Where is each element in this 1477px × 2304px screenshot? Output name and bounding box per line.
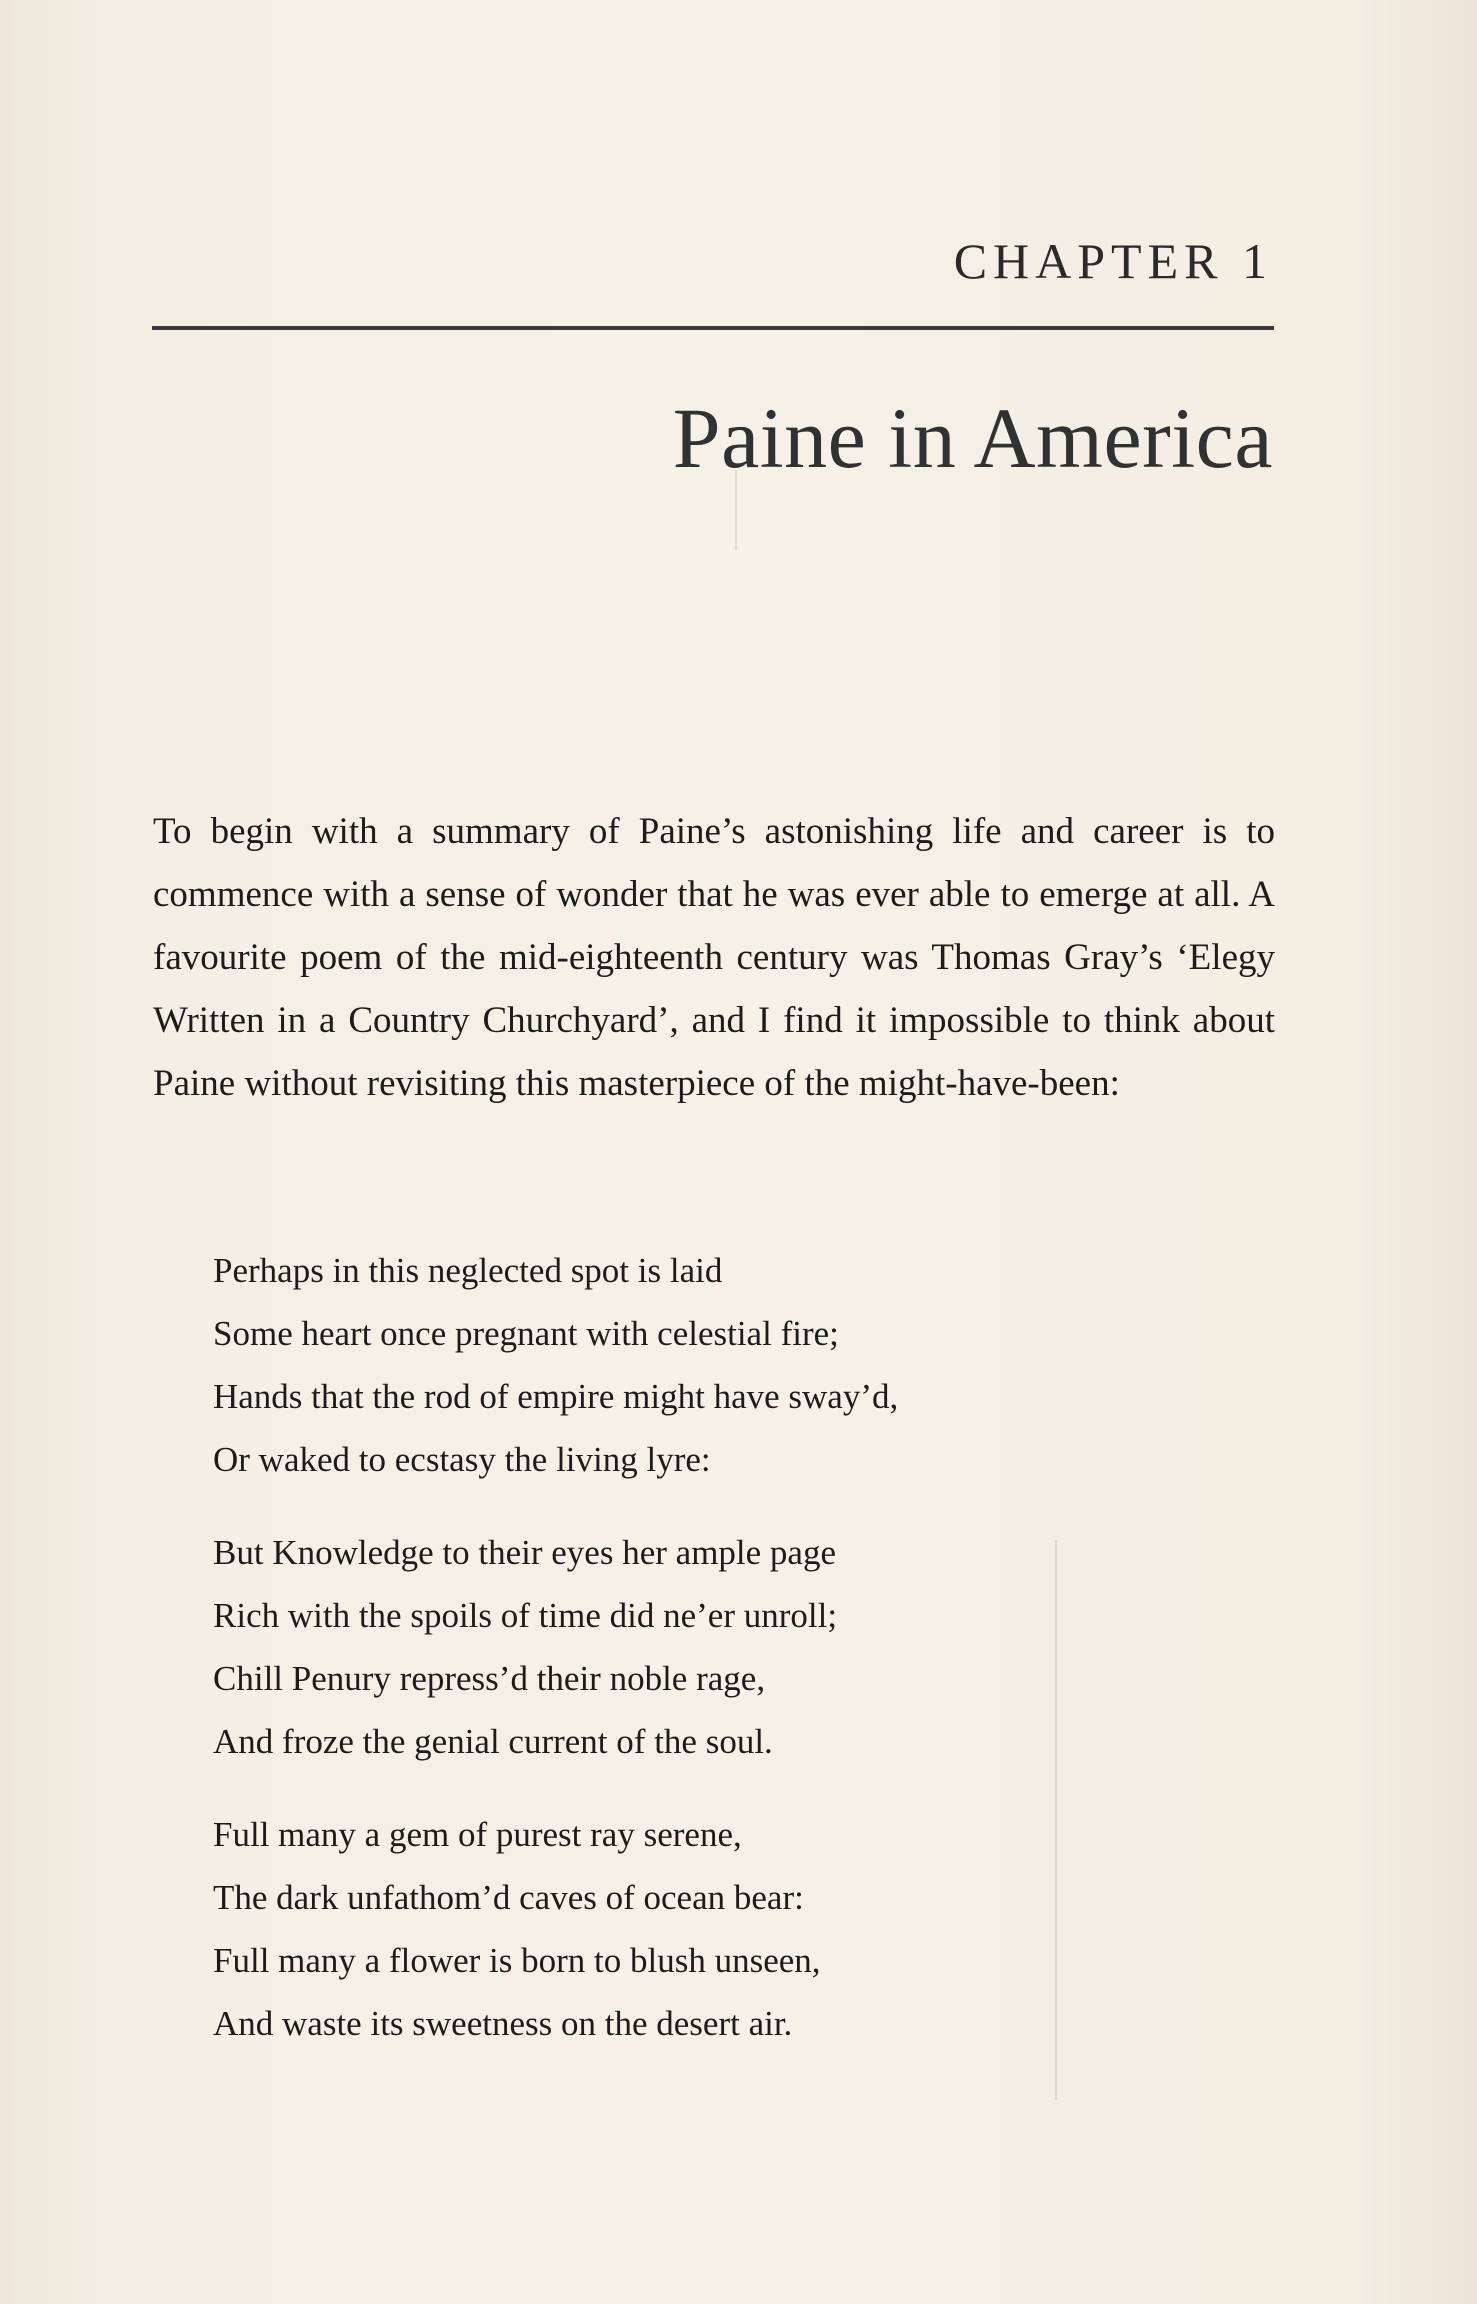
poem-line: And waste its sweetness on the desert air. xyxy=(213,2004,793,2043)
chapter-title: Paine in America xyxy=(672,390,1273,486)
poem-line: The dark unfathom’d caves of ocean bear: xyxy=(213,1878,804,1917)
poem-line: But Knowledge to their eyes her ample page xyxy=(213,1533,836,1572)
intro-paragraph: To begin with a summary of Paine’s astonishing life and career is to commence with a sense of wonder that he was ever able to emerge at all. A favourite poem of the mid-eighteenth century was Thomas Gray’s ‘Elegy Written in a Country Churchyard’, and I find it impossible to think about Paine without revisiting this masterpiece of the might-have-been: xyxy=(153,811,1275,1104)
poem-line: And froze the genial current of the soul. xyxy=(213,1722,773,1761)
poem-stanza-3 xyxy=(213,1803,821,2055)
poem-line: Full many a gem of purest ray serene, xyxy=(213,1815,742,1854)
poem-line: Rich with the spoils of time did ne’er unroll; xyxy=(213,1596,838,1635)
chapter-label: CHAPTER 1 xyxy=(953,233,1273,289)
poem-line: Some heart once pregnant with celestial fire; xyxy=(213,1314,839,1353)
chapter-rule xyxy=(152,326,1274,330)
poem-line: Hands that the rod of empire might have sway’d, xyxy=(213,1377,899,1416)
poem-stanza-2 xyxy=(213,1521,837,1773)
poem-line: Or waked to ecstasy the living lyre: xyxy=(213,1440,711,1479)
poem-line: Full many a flower is born to blush unseen, xyxy=(213,1941,821,1980)
poem-stanza-1 xyxy=(213,1239,898,1491)
poem-line: Chill Penury repress’d their noble rage, xyxy=(213,1659,766,1698)
paper-crease xyxy=(1055,1540,1057,2100)
poem-line: Perhaps in this neglected spot is laid xyxy=(213,1251,723,1290)
